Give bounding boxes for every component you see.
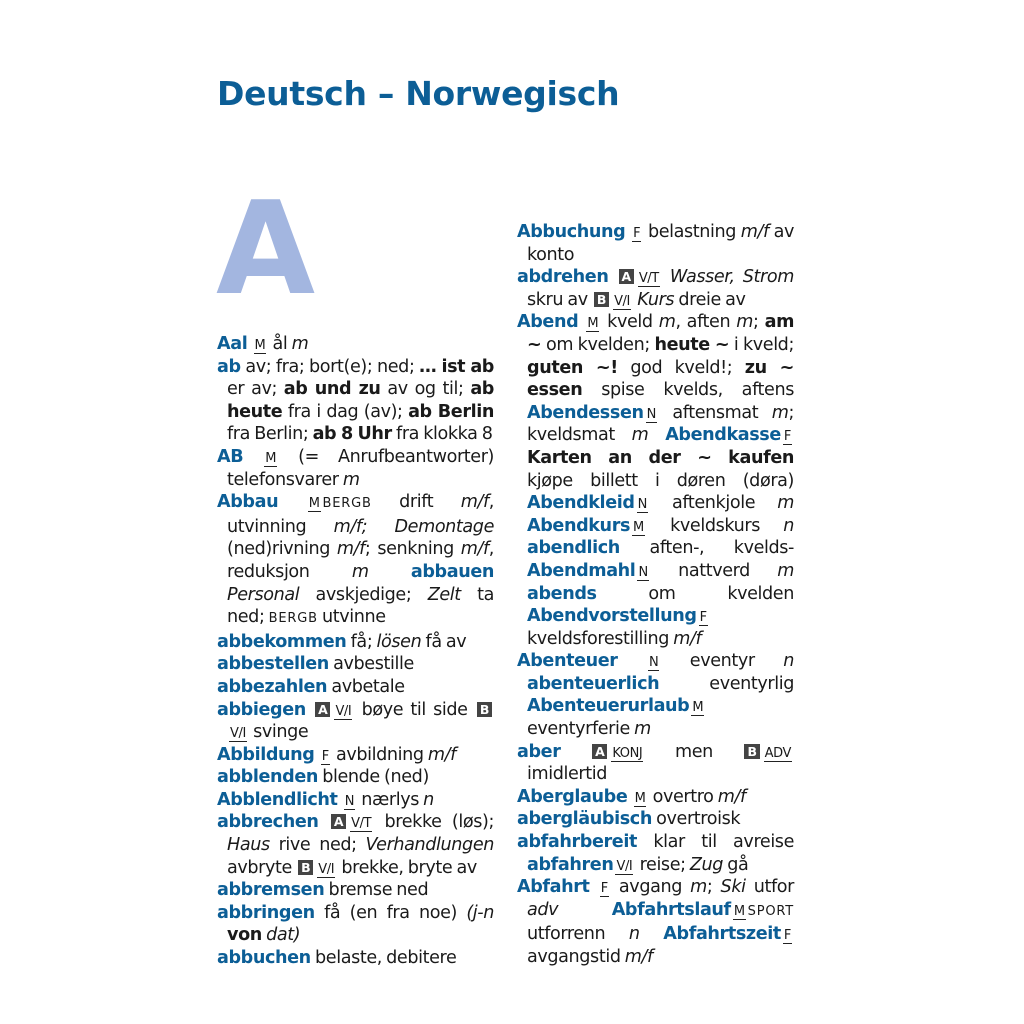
sense-number: B <box>477 702 492 717</box>
headword: abfahren <box>527 854 614 875</box>
grammar-label: M <box>733 903 745 919</box>
italic-text: m <box>658 312 676 333</box>
headword: Abendmahl <box>527 560 636 581</box>
grammar-label: N <box>646 406 656 422</box>
translation-text <box>369 562 411 582</box>
dictionary-entry <box>517 311 794 650</box>
headword: Abendkasse <box>665 425 781 446</box>
translation-text: men <box>645 741 743 762</box>
dictionary-entry <box>217 789 494 812</box>
grammar-label: F <box>783 928 791 944</box>
italic-text: m/f <box>460 492 489 513</box>
bold-phrase: ab Berlin <box>408 401 494 422</box>
italic-text: Haus <box>227 835 270 856</box>
translation-text: nærlys <box>357 789 424 810</box>
italic-text: m/f <box>717 786 746 807</box>
grammar-label: F <box>321 748 329 764</box>
translation-text: fra klokka 8 <box>391 424 493 445</box>
translation-text: rive ned; <box>269 835 366 856</box>
translation-text: dreie av <box>674 289 746 310</box>
translation-text: eventyrlig <box>659 673 794 694</box>
grammar-label: V/I <box>616 858 633 874</box>
translation-text: eventyrferie <box>527 719 635 740</box>
headword: Abfahrtslauf <box>611 899 731 920</box>
grammar-label: N <box>637 497 647 513</box>
page-title: Deutsch – Norwegisch <box>217 74 620 113</box>
italic-text: m/f <box>336 539 365 560</box>
headword: abbuchen <box>217 948 311 969</box>
italic-text: Zelt <box>427 584 461 605</box>
grammar-label: M <box>587 316 599 332</box>
subject-label: BERGB <box>322 496 372 512</box>
translation-text: i kveld; <box>729 334 794 355</box>
translation-text <box>558 900 612 920</box>
translation-text: kjøpe billett i døren (døra) <box>527 470 794 491</box>
dictionary-entry <box>517 650 794 740</box>
translation-text <box>648 425 665 445</box>
headword: Abenteuer <box>517 651 618 672</box>
italic-text: Ski <box>720 877 746 898</box>
italic-text: (j-n <box>466 902 494 923</box>
translation-text: drift <box>371 492 461 513</box>
bold-phrase: … ist ab <box>419 356 495 377</box>
dictionary-column-left <box>217 333 494 970</box>
translation-text: , reduksjon <box>227 539 494 582</box>
grammar-label: F <box>600 881 608 897</box>
grammar-label: V/I <box>614 293 630 309</box>
sense-number: A <box>331 814 346 829</box>
headword: Abbuchung <box>517 222 626 242</box>
dictionary-entry <box>217 699 494 744</box>
grammar-label: F <box>699 610 707 626</box>
italic-text: m <box>771 402 789 423</box>
dictionary-entry <box>217 676 494 699</box>
dictionary-entry <box>217 947 494 970</box>
headword: Abendkurs <box>527 515 631 536</box>
italic-text: n <box>628 924 640 945</box>
headword: abergläubisch <box>517 809 652 830</box>
dictionary-entry <box>217 744 494 767</box>
translation-text: avgangstid <box>527 947 625 967</box>
translation-text: kveldskurs <box>646 515 784 536</box>
italic-text: m <box>634 719 651 740</box>
headword: abbiegen <box>217 699 306 720</box>
italic-text: m/f; Demontage <box>333 516 495 537</box>
translation-text: brekke (løs); <box>374 812 494 833</box>
sense-number: A <box>619 269 634 284</box>
headword: Aberglaube <box>517 786 628 807</box>
italic-text: m <box>342 469 360 490</box>
headword: abends <box>527 583 597 604</box>
translation-text: ; kveldsmat <box>527 402 794 446</box>
headword: Abfahrtszeit <box>663 924 781 945</box>
grammar-label: V/I <box>335 703 352 719</box>
headword: abendlich <box>527 538 620 559</box>
grammar-label: M <box>265 450 277 466</box>
translation-text: avbestille <box>333 654 414 675</box>
section-letter: A <box>216 175 316 324</box>
dictionary-entry <box>217 653 494 676</box>
translation-text: , aften <box>675 312 737 333</box>
italic-text: m <box>777 493 794 514</box>
translation-text: reise; <box>635 854 690 875</box>
grammar-label: V/I <box>318 861 335 877</box>
translation-text: (= Anrufbeantworter) telefonsvarer <box>227 446 494 490</box>
headword: Abend <box>517 312 579 333</box>
sense-number: A <box>315 702 330 717</box>
grammar-label: N <box>344 793 355 809</box>
headword: abbestellen <box>217 654 329 675</box>
bold-phrase: ab 8 Uhr <box>312 424 392 445</box>
translation-text: blende (ned) <box>322 767 429 788</box>
headword: abfahrbereit <box>517 832 637 853</box>
subject-label: SPORT <box>747 903 794 919</box>
italic-text: n <box>783 515 794 536</box>
translation-text: (ned)rivning <box>227 539 337 560</box>
headword: Abblendlicht <box>217 789 338 810</box>
dictionary-entry <box>517 266 794 311</box>
grammar-label: M <box>634 790 646 806</box>
translation-text: overtroisk <box>656 809 741 830</box>
translation-text: avbryte <box>227 857 297 878</box>
dictionary-entry <box>217 811 494 879</box>
translation-text: spise kvelds, aftens <box>582 380 794 401</box>
bold-phrase: am ~ <box>527 312 794 355</box>
headword: abbezahlen <box>217 676 328 697</box>
translation-text: avgang <box>610 877 691 898</box>
bold-phrase: ab heute <box>227 379 494 422</box>
italic-text: m <box>690 877 707 898</box>
sense-number: A <box>592 744 607 759</box>
dictionary-entry <box>517 831 794 876</box>
grammar-label: M <box>633 519 644 535</box>
dictionary-entry <box>217 333 494 356</box>
translation-text: kveld <box>601 312 659 333</box>
italic-text: m <box>351 561 369 582</box>
dictionary-entry <box>217 446 494 491</box>
headword: abbrechen <box>217 812 319 833</box>
translation-text: aftensmat <box>658 402 772 423</box>
italic-text: m/f <box>460 539 489 560</box>
translation-text: av konto <box>527 222 794 265</box>
dictionary-entry <box>217 766 494 789</box>
italic-text: m/f <box>740 222 769 242</box>
translation-text: få (en fra noe) <box>324 902 467 923</box>
dictionary-entry <box>217 356 494 446</box>
translation-text: om kvelden; <box>541 334 655 355</box>
translation-text: aften-, kvelds- <box>619 538 794 559</box>
bold-phrase: guten ~! <box>527 357 618 378</box>
headword: abblenden <box>217 767 319 788</box>
grammar-label: M <box>308 496 320 512</box>
translation-text: utfor <box>745 877 794 898</box>
bold-phrase: von <box>227 925 262 946</box>
translation-text: utforrenn <box>527 924 629 945</box>
translation-text: klar til avreise <box>653 832 794 853</box>
translation-text: få av <box>421 631 467 652</box>
grammar-label: M <box>254 338 266 353</box>
translation-text: belastning <box>643 222 741 242</box>
translation-text: kveldsforestilling <box>527 628 674 649</box>
italic-text: m <box>291 334 309 354</box>
translation-text: avskjedige; <box>299 584 428 605</box>
italic-text: m/f <box>427 744 456 765</box>
italic-text: lösen <box>376 631 422 652</box>
translation-text: utvinne <box>317 607 386 628</box>
translation-text: imidlertid <box>527 764 607 785</box>
grammar-label: N <box>649 655 659 671</box>
italic-text: m <box>631 425 649 446</box>
bold-phrase: Karten an der ~ kaufen <box>527 447 794 468</box>
italic-text: n <box>423 789 434 810</box>
bold-phrase: ab und zu <box>283 379 381 400</box>
translation-text: belaste, debitere <box>315 948 457 969</box>
translation-text: av og til; <box>380 379 471 400</box>
grammar-label: F <box>783 429 791 445</box>
grammar-label: N <box>638 564 648 580</box>
dictionary-entry <box>217 902 494 947</box>
italic-text: m/f <box>624 947 653 967</box>
dictionary-column-right <box>517 221 794 969</box>
headword: aber <box>517 741 561 762</box>
headword: abbremsen <box>217 880 325 901</box>
subject-label: BERGB <box>268 611 318 627</box>
italic-text: Personal <box>227 584 300 605</box>
italic-text: dat) <box>266 925 301 946</box>
translation-text: fra i dag (av); <box>282 401 409 422</box>
translation-text: eventyr <box>661 651 784 672</box>
italic-text: m <box>777 560 794 581</box>
headword: abenteuerlich <box>527 673 660 694</box>
headword: abbekommen <box>217 631 347 652</box>
translation-text: av; fra; bort(e); ned; <box>245 356 420 377</box>
translation-text: om kvelden <box>596 583 794 604</box>
headword: Abendessen <box>527 402 644 423</box>
dictionary-entry <box>217 491 494 631</box>
headword: Abbildung <box>217 744 315 765</box>
translation-text: skru av <box>527 289 592 310</box>
dictionary-entry <box>517 741 794 786</box>
translation-text <box>662 267 670 287</box>
dictionary-entry <box>217 631 494 654</box>
translation-text: få; <box>350 631 377 652</box>
translation-text: bremse ned <box>328 880 429 901</box>
dictionary-entry <box>517 786 794 809</box>
translation-text: aftenkjole <box>649 493 778 514</box>
sense-number: B <box>744 744 759 759</box>
grammar-label: F <box>633 226 641 241</box>
grammar-label: V/T <box>638 271 659 287</box>
translation-text: svinge <box>248 722 309 743</box>
headword: Aal <box>217 334 248 354</box>
headword: ab <box>217 356 241 377</box>
translation-text: ta ned; <box>227 584 494 628</box>
headword: Abendkleid <box>527 493 635 514</box>
translation-text: brekke, bryte av <box>337 857 477 878</box>
italic-text: Wasser, Strom <box>669 267 794 288</box>
translation-text: ; <box>753 312 765 333</box>
italic-text: Kurs <box>637 289 675 310</box>
headword: Abendvorstellung <box>527 606 697 627</box>
headword: Abenteuerurlaub <box>527 696 690 717</box>
grammar-label: V/T <box>351 816 372 832</box>
translation-text: , utvinning <box>227 492 494 537</box>
translation-text: fra Berlin; <box>227 424 313 445</box>
italic-text: Zug <box>689 854 724 875</box>
translation-text <box>640 924 664 944</box>
sense-number: B <box>594 292 609 307</box>
translation-text: nattverd <box>650 560 778 581</box>
grammar-label: KONJ <box>612 745 643 761</box>
bold-phrase: zu ~ essen <box>527 357 794 401</box>
translation-text: avbildning <box>331 744 428 765</box>
sense-number: B <box>298 860 313 875</box>
bold-phrase: heute ~ <box>654 334 730 355</box>
italic-text: adv <box>527 899 559 920</box>
translation-text: overtro <box>648 786 718 807</box>
translation-text: ål <box>268 334 292 354</box>
italic-text: m <box>736 312 754 333</box>
translation-text: er av; <box>227 379 284 400</box>
translation-text: avbetale <box>331 676 405 697</box>
translation-text: bøye til side <box>354 699 475 720</box>
headword: Abbau <box>217 492 279 513</box>
grammar-label: M <box>692 700 704 716</box>
translation-text: ; senkning <box>364 539 461 560</box>
headword: Abfahrt <box>517 877 590 898</box>
translation-text: gå <box>723 854 749 875</box>
headword: abbringen <box>217 902 315 923</box>
headword: AB <box>217 446 244 467</box>
italic-text: m/f <box>673 628 702 649</box>
dictionary-entry <box>217 879 494 902</box>
grammar-label: ADV <box>764 745 791 761</box>
translation-text: god kveld!; <box>617 357 745 378</box>
headword: abbauen <box>410 561 494 582</box>
headword: abdrehen <box>517 267 609 288</box>
dictionary-entry <box>517 876 794 968</box>
italic-text: n <box>783 651 794 672</box>
dictionary-entry <box>517 808 794 831</box>
dictionary-entry <box>517 221 794 266</box>
translation-text: ; <box>706 877 721 898</box>
italic-text: Verhandlungen <box>365 835 494 856</box>
grammar-label: V/I <box>230 726 246 742</box>
